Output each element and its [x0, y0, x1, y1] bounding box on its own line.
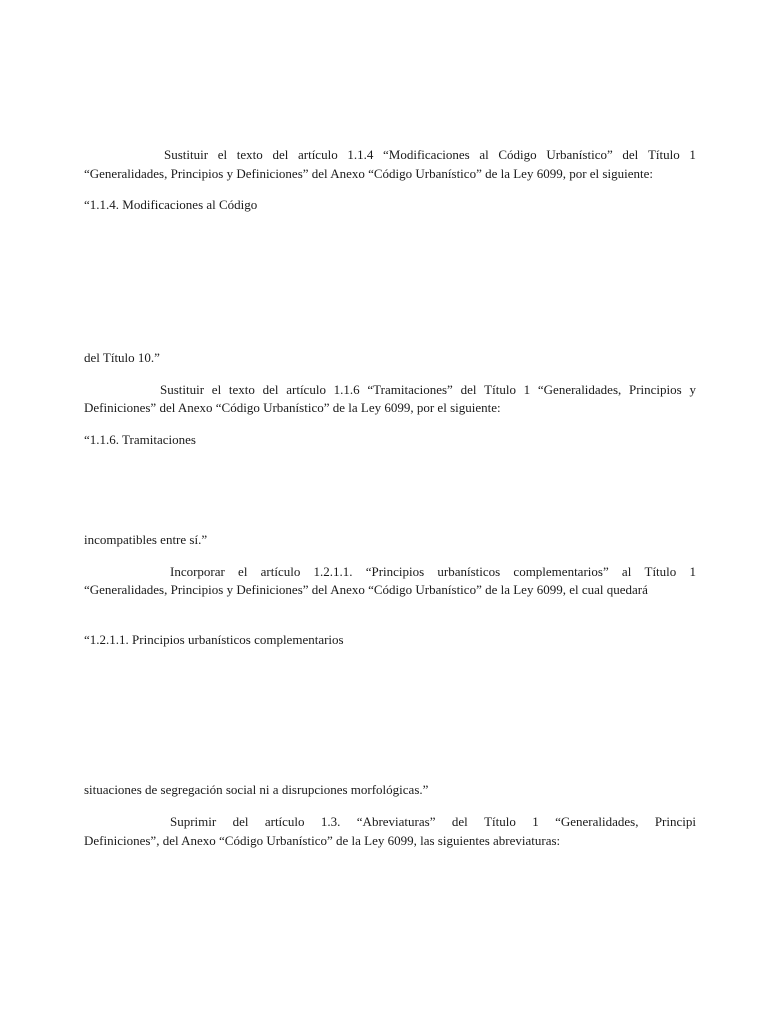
article-heading-1-1-4: “1.1.4. Modificaciones al Código	[84, 197, 258, 212]
paragraph-2-line-2: Definiciones” del Anexo “Código Urbanístico” de la Ley 6099, por el siguiente:	[84, 400, 501, 415]
article-heading-1-1-6: “1.1.6. Tramitaciones	[84, 432, 196, 447]
word: Urbanístico”	[546, 147, 613, 162]
word: artículo	[297, 147, 338, 162]
paragraph-3-line-2: “Generalidades, Principios y Definiciones” del Anexo “Código Urbanístico” de la Ley 6099, el cual quedará	[84, 582, 648, 597]
word: Suprimir	[170, 814, 217, 829]
word: el	[211, 382, 222, 397]
paragraph-1-line-2: “Generalidades, Principios y Definiciones” del Anexo “Código Urbanístico” de la Ley 6099, por el siguiente:	[84, 166, 653, 181]
paragraph-tail-1: del Título 10.”	[84, 350, 160, 365]
paragraph-tail-2: incompatibles entre sí.”	[84, 532, 208, 547]
word: texto	[236, 147, 263, 162]
word: del	[460, 382, 477, 397]
word: 1	[689, 147, 696, 162]
word: complementarios”	[513, 564, 609, 579]
word: el	[238, 564, 248, 579]
word: urbanísticos	[437, 564, 501, 579]
word: Título	[484, 814, 516, 829]
word: 1	[689, 564, 696, 579]
word: al	[479, 147, 489, 162]
word: 1	[523, 382, 531, 397]
word: del	[272, 147, 289, 162]
word: texto	[228, 382, 255, 397]
word: artículo	[260, 564, 301, 579]
word: “Abreviaturas”	[356, 814, 436, 829]
word: Título	[484, 382, 516, 397]
article-heading-1-2-1-1: “1.2.1.1. Principios urbanísticos complementarios	[84, 632, 344, 647]
paragraph-3-line-1	[170, 564, 696, 580]
word: del	[451, 814, 468, 829]
word: “Generalidades,	[555, 814, 639, 829]
paragraph-tail-3: situaciones de segregación social ni a disrupciones morfológicas.”	[84, 782, 429, 797]
word: “Principios	[365, 564, 425, 579]
paragraph-4-line-1	[170, 814, 696, 830]
word: Principios	[628, 382, 682, 397]
word: “Generalidades,	[537, 382, 622, 397]
word: 1	[532, 814, 539, 829]
paragraph-4-line-2: Definiciones”, del Anexo “Código Urbanístico” de la Ley 6099, las siguientes abreviaturas:	[84, 833, 561, 848]
word: artículo	[286, 382, 326, 397]
word: Sustituir	[164, 147, 209, 162]
word: del	[232, 814, 249, 829]
word: Incorporar	[170, 564, 225, 579]
word: Principi	[654, 814, 696, 829]
word: Título	[647, 147, 680, 162]
word: “Tramitaciones”	[367, 382, 453, 397]
word: el	[217, 147, 228, 162]
word: y	[689, 382, 696, 397]
word: Sustituir	[160, 382, 205, 397]
word: artículo	[264, 814, 305, 829]
word: 1.1.6	[333, 382, 360, 397]
paragraph-1-line-1	[164, 147, 696, 163]
word: del	[262, 382, 279, 397]
word: 1.1.4	[347, 147, 374, 162]
word: al	[621, 564, 632, 579]
paragraph-2-line-1	[160, 382, 696, 398]
word: “Modificaciones	[383, 147, 470, 162]
word: del	[622, 147, 639, 162]
word: Título	[644, 564, 677, 579]
word: Código	[498, 147, 537, 162]
word: 1.2.1.1.	[313, 564, 353, 579]
word: 1.3.	[320, 814, 341, 829]
